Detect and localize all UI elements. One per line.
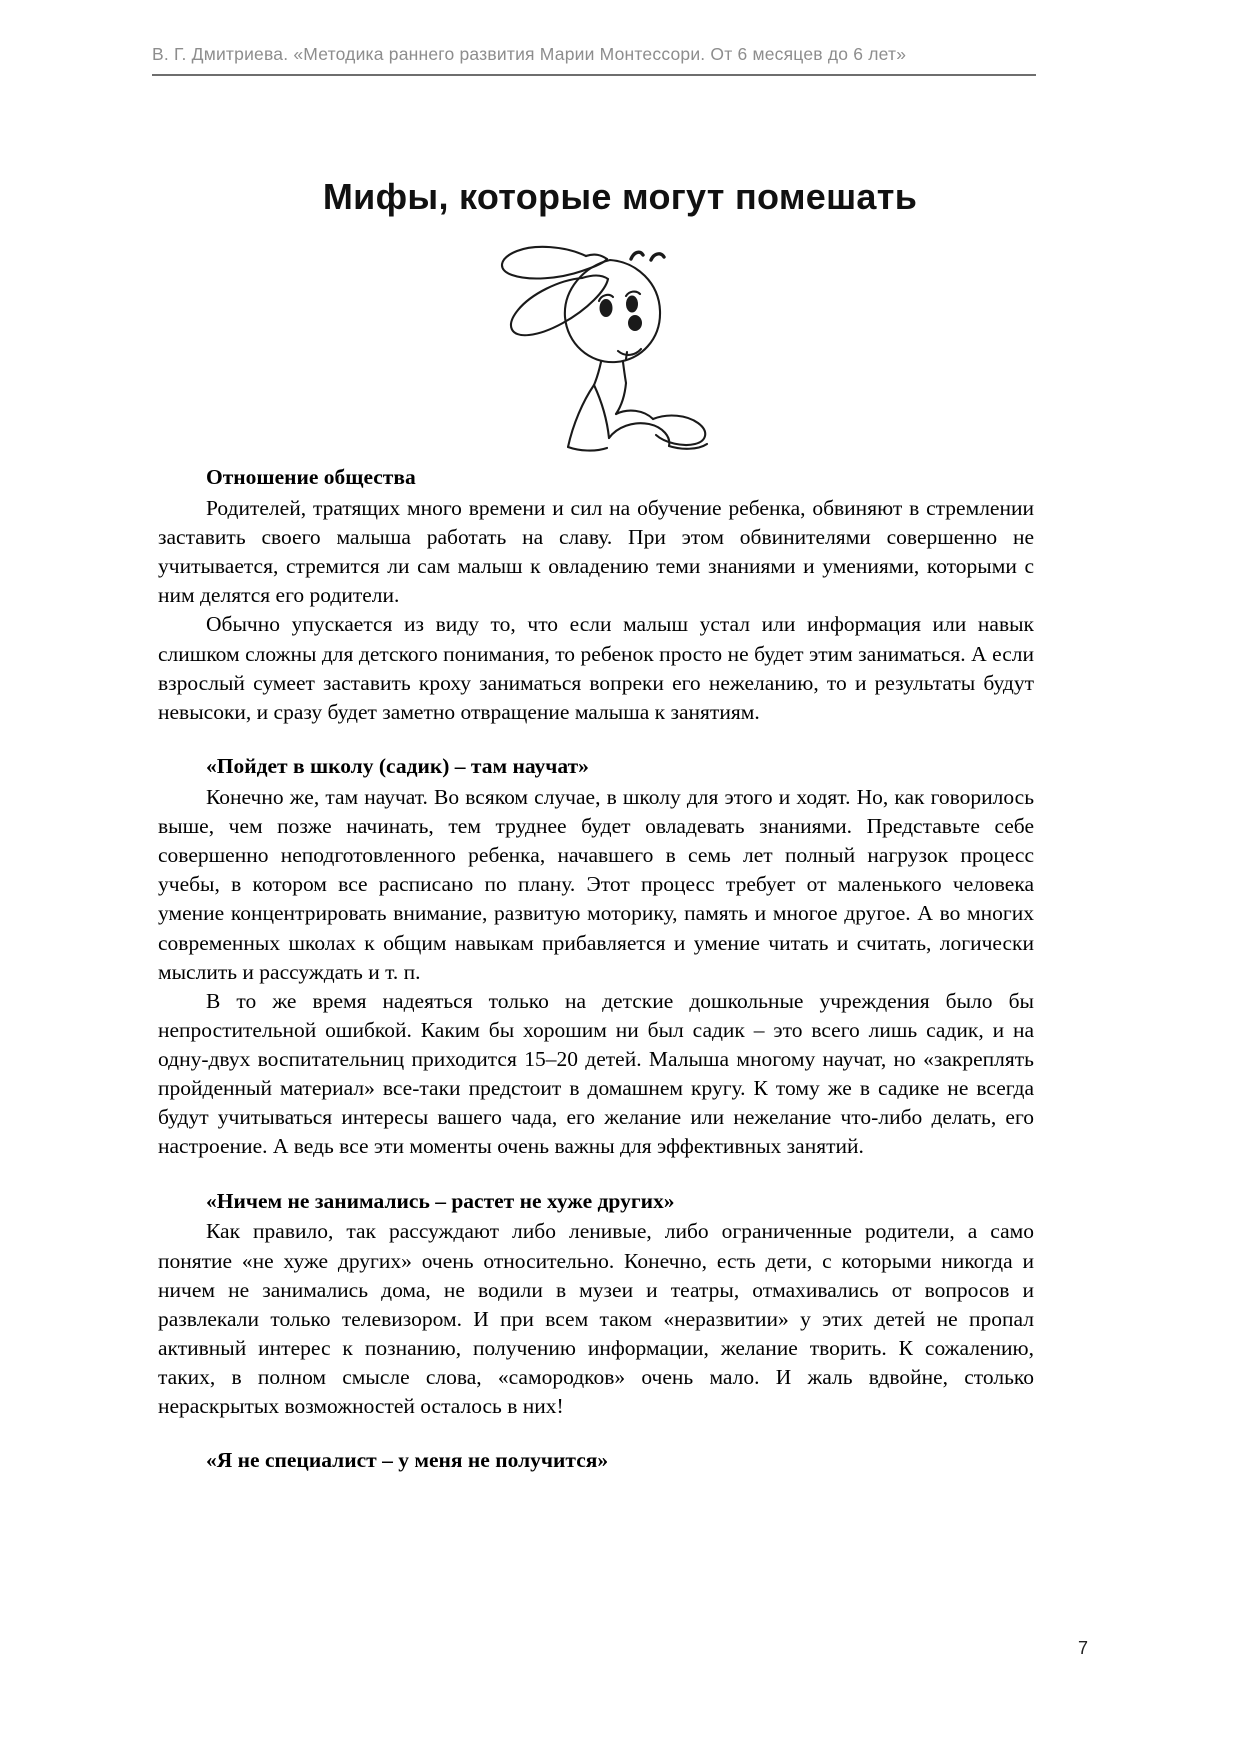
section-heading-4: «Я не специалист – у меня не получится» xyxy=(206,1448,609,1473)
section-heading-3: «Ничем не занимались – растет не хуже других» xyxy=(206,1188,675,1213)
page-title: Мифы, которые могут помешать xyxy=(322,176,918,218)
section-heading-1: Отношение общества xyxy=(206,465,416,489)
paragraph: Обычно упускается из виду то, что если малыш устал или информация или навык слишком сложны для детского понимания, то ребенок просто не будет этим заниматься. А если взрослый сумеет заставить кроху заниматься вопреки его нежеланию, то и результаты будут невысоки, и сразу будет заметно отвращение малыша к занятиям. xyxy=(158,612,1034,724)
paragraph: Родителей, тратящих много времени и сил на обучение ребенка, обвиняют в стремлении заставить своего малыша работать на славу. При этом обвинителями совершенно не учитывается, стремится ли сам малыш к овладению теми знаниями и умениями, которыми с ним делятся его родители. xyxy=(158,495,1034,608)
article-body xyxy=(158,464,1034,1475)
bunny-illustration xyxy=(455,238,745,453)
section-heading-2: «Пойдет в школу (садик) – там научат» xyxy=(206,753,589,778)
header-divider xyxy=(152,74,1036,76)
paragraph: Конечно же, там научат. Во всяком случае, в школу для этого и ходят. Но, как говорилось выше, чем позже начинать, тем труднее будет овладевать знаниями. Представьте себе совершенно неподготовленного ребенка, начавшего в семь лет полный нагрузок процесс учебы, в котором все расписано по плану. Этот процесс требует от маленького человека умение концентрировать внимание, развитую моторику, память и многое другое. А во многих современных школах к общим навыкам прибавляется и умение читать и считать, логически мыслить и рассуждать и т. п. xyxy=(158,784,1034,984)
page-number: 7 xyxy=(1077,1638,1088,1658)
paragraph: Как правило, так рассуждают либо ленивые, либо ограниченные родители, а само понятие «не хуже других» очень относительно. Конечно, есть дети, с которыми никогда и ничем не занимались дома, не водили в музеи и театры, отмахивались от вопросов и развлекали только телевизором. И при всем таком «неразвитии» у этих детей не пропал активный интерес к познанию, получению информации, желание творить. К сожалению, таких, в полном смысле слова, «самородков» очень мало. И жаль вдвойне, столько нераскрытых возможностей осталось в них! xyxy=(158,1219,1034,1419)
running-header-text: В. Г. Дмитриева. «Методика раннего развития Марии Монтессори. От 6 месяцев до 6 лет» xyxy=(152,44,907,64)
paragraph: В то же время надеяться только на детские дошкольные учреждения было бы непростительной ошибкой. Каким бы хорошим ни был садик – это всего лишь садик, и на одну-двух воспитательниц приходится 15–20 детей. Малыша многому научат, но «закреплять пройденный материал» все-таки предстоит в домашнем кругу. К тому же в садике не всегда будут учитываться интересы вашего чада, его желание или нежелание что-либо делать, его настроение. А ведь все эти моменты очень важны для эффективных занятий. xyxy=(158,988,1034,1159)
running-header xyxy=(152,44,1036,76)
